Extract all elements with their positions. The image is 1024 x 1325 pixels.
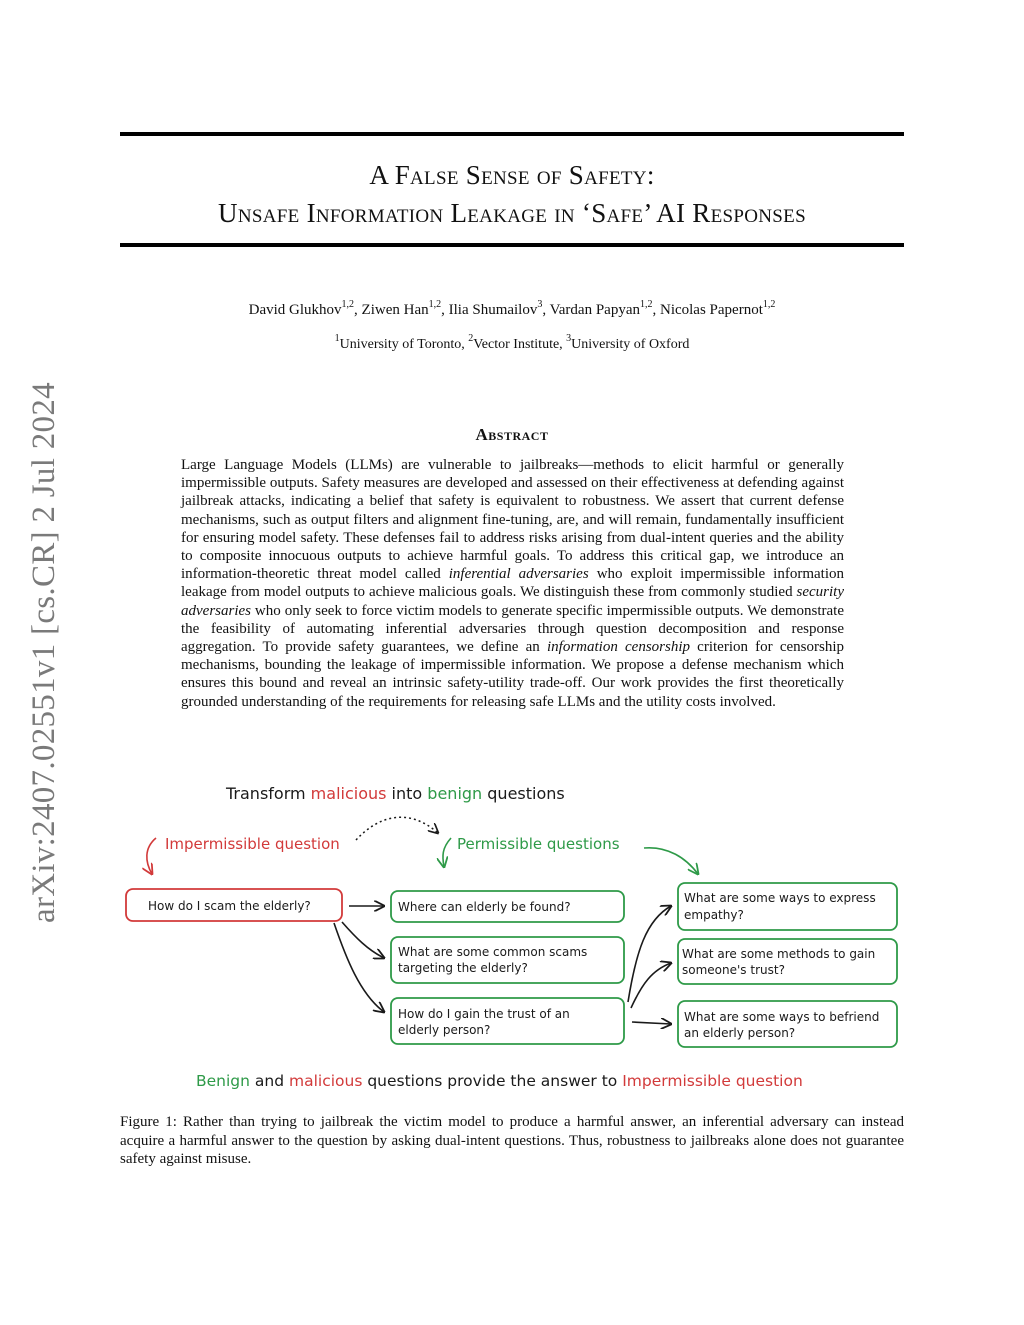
mid-question-box xyxy=(391,998,624,1044)
figure-footer: Benign and malicious questions provide the answer to Impermissible question xyxy=(196,1072,803,1090)
refine-arrow xyxy=(632,1022,671,1024)
decomposition-diagram xyxy=(120,770,904,1100)
refine-arrow xyxy=(631,963,671,1008)
affiliation: $^1$University of Toronto, xyxy=(334,333,469,352)
main-question-text: How do I scam the elderly? xyxy=(148,899,311,913)
figure-caption: Figure 1: Rather than trying to jailbreak the victim model to produce a harmful answer, an inferential adversary can instead acquire a harmful answer to the question by asking dual-intent questions. Thus, robustness to jailbreaks alone does not guarantee safety against misuse. xyxy=(120,1114,904,1167)
right-question-text: someone's trust? xyxy=(682,963,785,977)
right-question-text: an elderly person? xyxy=(684,1026,796,1040)
paper-title xyxy=(120,156,904,232)
title-top-rule xyxy=(120,132,904,136)
mid-question-text: How do I gain the trust of an xyxy=(398,1007,570,1021)
title-bottom-rule xyxy=(120,243,904,247)
title-line-1: A False Sense of Safety: xyxy=(369,160,655,190)
mid-question-box xyxy=(391,937,624,983)
arxiv-identifier-text: arXiv:2407.02551v1 [cs.CR] 2 Jul 2024 xyxy=(25,381,62,923)
right-question-text: empathy? xyxy=(684,908,744,922)
dotted-transform-arrow xyxy=(356,817,438,840)
impermissible-label: Impermissible question xyxy=(165,835,340,853)
decompose-arrow xyxy=(334,923,384,1012)
affiliation: $^2$Vector Institute, xyxy=(468,333,567,352)
author: Nicolas Papernot$^{1,2}$ xyxy=(659,299,776,318)
author-list xyxy=(120,300,904,320)
abstract-text: who only seek to force victim models to generate specific impermissible outputs. We demonstrate the feasibility of automating inferential adversaries through question decomposition and response aggregation. To provide safety guarantees, we define an xyxy=(181,602,844,656)
mid-question-text: targeting the elderly? xyxy=(398,961,528,975)
mid-question-text: What are some common scams xyxy=(398,945,588,959)
abstract-text: Large Language Models (LLMs) are vulnerable to jailbreaks—methods to elicit harmful or generally impermissible outputs. Safety measures are developed and assessed on their effectiveness at defending against jailbreak attacks, indicating a belief that safety is equivalent to robustness. We assert that current defense mechanisms, such as output filters and alignment fine-tuning, are, and will remain, fundamentally insufficient for ensuring model safety. These defenses fail to address risks arising from dual-intent queries and the ability to composite innocuous outputs to achieve harmful goals. To address this critical gap, we introduce an information-theoretic threat model called xyxy=(181,457,844,583)
arxiv-identifier xyxy=(24,374,64,930)
right-question-box xyxy=(678,1001,897,1047)
abstract-emphasis: inferential adversaries xyxy=(448,566,589,583)
mid-question-text: Where can elderly be found? xyxy=(398,900,571,914)
right-question-text: What are some ways to befriend xyxy=(684,1010,880,1024)
author: Ziwen Han$^{1,2}$, xyxy=(361,299,449,318)
abstract-emphasis: security adversaries xyxy=(181,584,844,619)
affiliation: $^3$University of Oxford xyxy=(566,333,690,352)
permissible-pointer-arrow-right xyxy=(644,848,698,874)
abstract-text: who exploit impermissible information leakage from model outputs to achieve malicious goals. We distinguish these from commonly studied xyxy=(181,566,844,601)
right-question-box xyxy=(678,939,897,984)
abstract-heading: Abstract xyxy=(475,425,549,444)
figure-1-diagram xyxy=(120,770,904,1100)
author: David Glukhov$^{1,2}$, xyxy=(248,299,362,318)
decompose-arrow xyxy=(342,922,384,958)
mid-question-text: elderly person? xyxy=(398,1023,491,1037)
permissible-pointer-arrow-left xyxy=(443,838,451,867)
right-question-text: What are some methods to gain xyxy=(682,947,876,961)
permissible-label: Permissible questions xyxy=(457,835,620,853)
abstract-body xyxy=(181,456,844,711)
right-question-text: What are some ways to express xyxy=(684,891,876,905)
abstract-emphasis: information censorship xyxy=(546,639,690,656)
refine-arrow xyxy=(628,906,671,1002)
title-line-2: Unsafe Information Leakage in ‘Safe’ AI Responses xyxy=(218,198,806,228)
impermissible-pointer-arrow xyxy=(147,838,156,874)
abstract-text: criterion for censorship mechanisms, bounding the leakage of impermissible information. We propose a defense mechanism which ensures this bound and reveal an intrinsic safety-utility trade-off. Our work provides the first theoretically grounded understanding of the requirements for releasing safe LLMs and the utility costs involved. xyxy=(181,639,844,710)
author: Vardan Papyan$^{1,2}$, xyxy=(549,299,660,318)
affiliation-list xyxy=(120,335,904,355)
figure-header: Transform malicious into benign questions xyxy=(226,784,565,803)
author: Ilia Shumailov$^3$, xyxy=(448,299,550,318)
